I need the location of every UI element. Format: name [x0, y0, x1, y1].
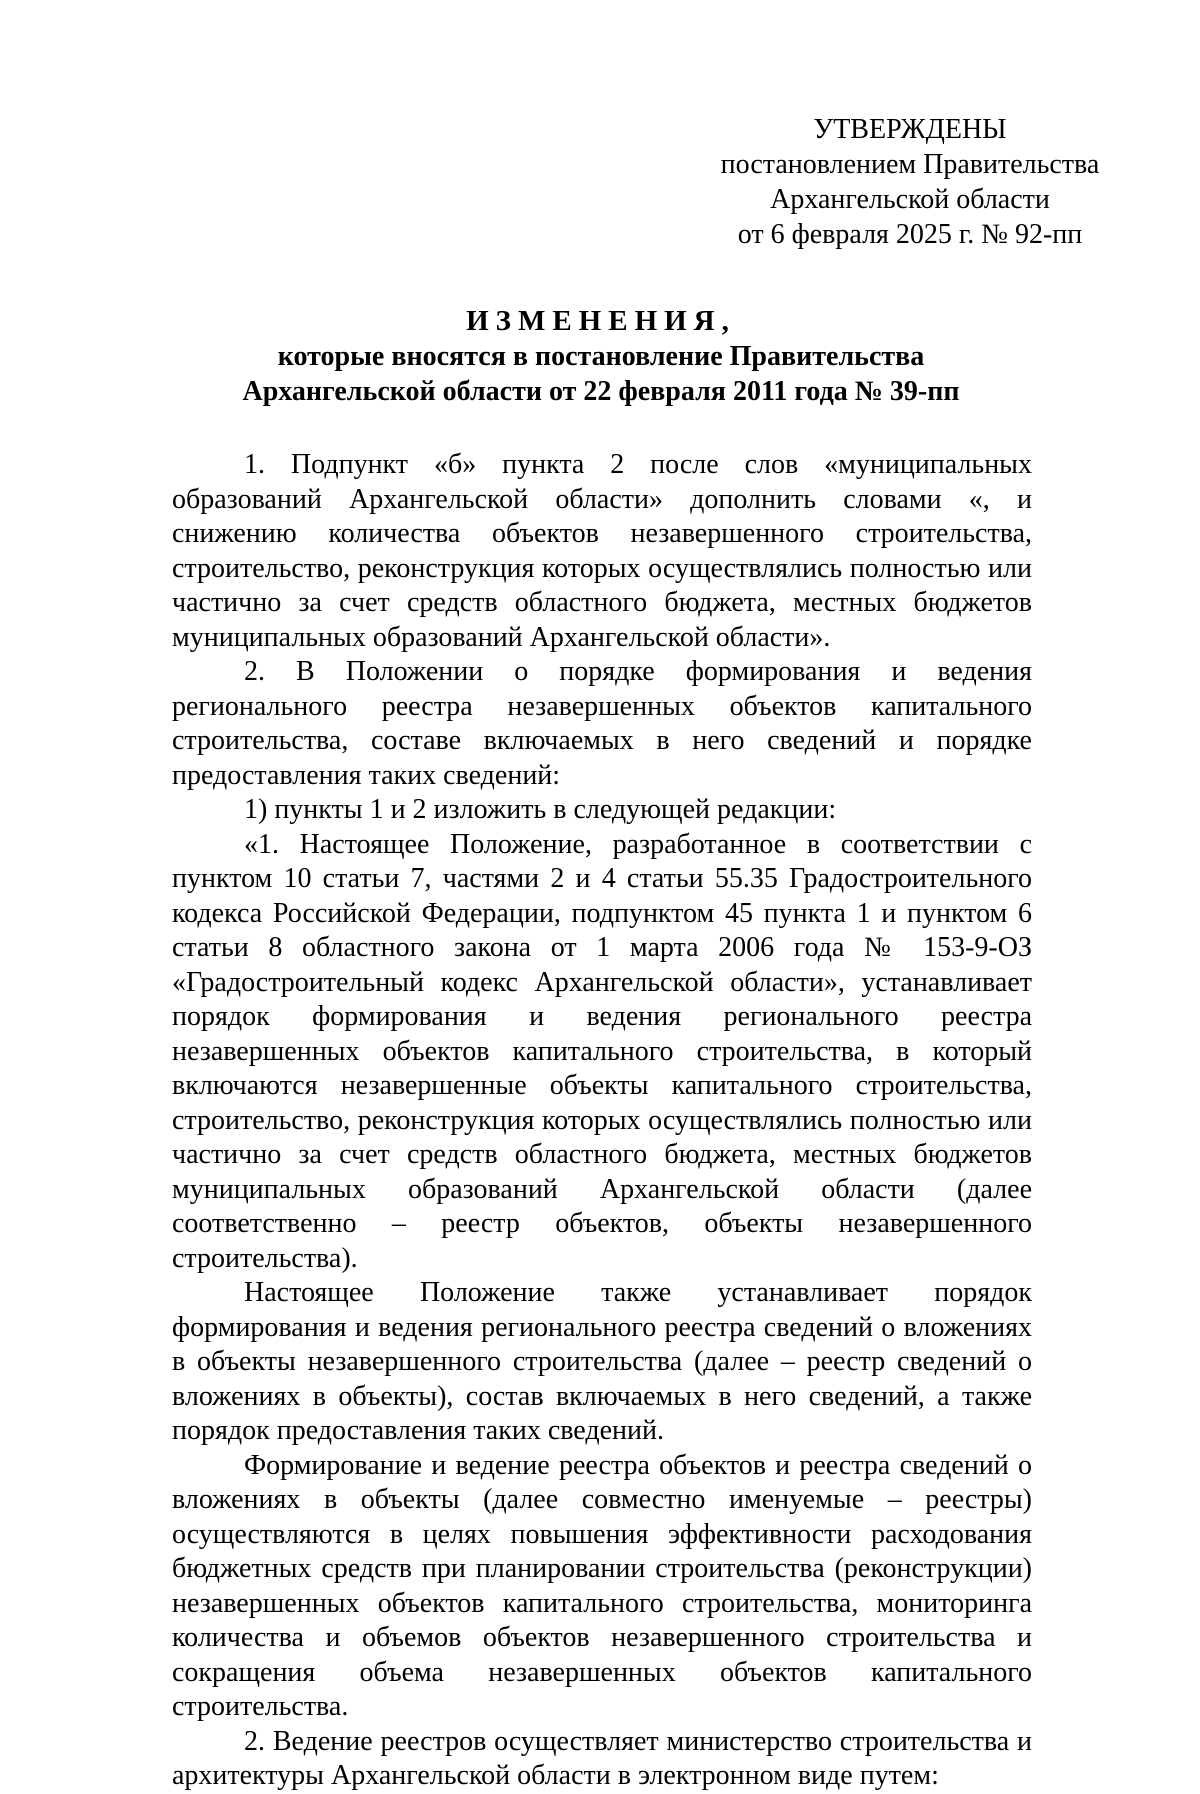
- title-line-2: которые вносятся в постановление Правительства: [277, 341, 925, 372]
- paragraph: 2. Ведение реестров осуществляет министерство строительства и архитектуры Архангельской области в электронном виде путем:: [172, 1725, 1032, 1791]
- approval-heading: УТВЕРЖДЕНЫ: [813, 114, 1007, 145]
- paragraph: Формирование и ведение реестра объектов и реестра сведений о вложениях в объекты (далее совместно именуемые – реестры) осуществляются в целях повышения эффективности расходования бюджетных средств при планировании строительства (реконструкции) незавершенных объектов капитального строительства, мониторинга количества и объемов объектов незавершенного строительства и сокращения объема незавершенных объектов капитального строительства.: [172, 1449, 1032, 1722]
- approval-line-2: Архангельской области: [770, 184, 1050, 215]
- document-title: [170, 304, 1032, 409]
- paragraph: 1. Подпункт «б» пункта 2 после слов «муниципальных образований Архангельской области» дополнить словами «, и снижению количества объектов незавершенного строительства, строительство, реконструкция которых осуществлялись полностью или частично за счет средств областного бюджета, местных бюджетов муниципальных образований Архангельской области».: [172, 449, 1032, 653]
- paragraph: 2. В Положении о порядке формирования и ведения регионального реестра незавершенных объектов капитального строительства, составе включаемых в него сведений и порядке предоставления таких сведений:: [172, 656, 1032, 791]
- approval-stamp: [700, 112, 1120, 252]
- paragraph: 1) пункты 1 и 2 изложить в следующей редакции:: [244, 794, 837, 825]
- paragraph: «1. Настоящее Положение, разработанное в соответствии с пунктом 10 статьи 7, частями 2 и 4 статьи 55.35 Градостроительного кодекса Российской Федерации, подпунктом 45 пункта 1 и пунктом 6 статьи 8 областного закона от 1 марта 2006 года № 153-9-ОЗ «Градостроительный кодекс Архангельской области», устанавливает порядок формирования и ведения регионального реестра незавершенных объектов капитального строительства, в который включаются незавершенные объекты капитального строительства, строительство, реконструкция которых осуществлялись полностью или частично за счет средств областного бюджета, местных бюджетов муниципальных образований Архангельской области (далее соответственно – реестр объектов, объекты незавершенного строительства).: [172, 828, 1032, 1274]
- approval-line-1: постановлением Правительства: [720, 149, 1100, 180]
- approval-line-3: от 6 февраля 2025 г. № 92-пп: [737, 219, 1083, 250]
- title-main: ИЗМЕНЕНИЯ,: [466, 305, 736, 337]
- title-line-3: Архангельской области от 22 февраля 2011 года № 39-пп: [242, 376, 960, 407]
- paragraph: Настоящее Положение также устанавливает порядок формирования и ведения регионального реестра сведений о вложениях в объекты незавершенного строительства (далее – реестр сведений о вложениях в объекты), состав включаемых в него сведений, а также порядок предоставления таких сведений.: [172, 1277, 1032, 1446]
- document-body: [172, 448, 1032, 1794]
